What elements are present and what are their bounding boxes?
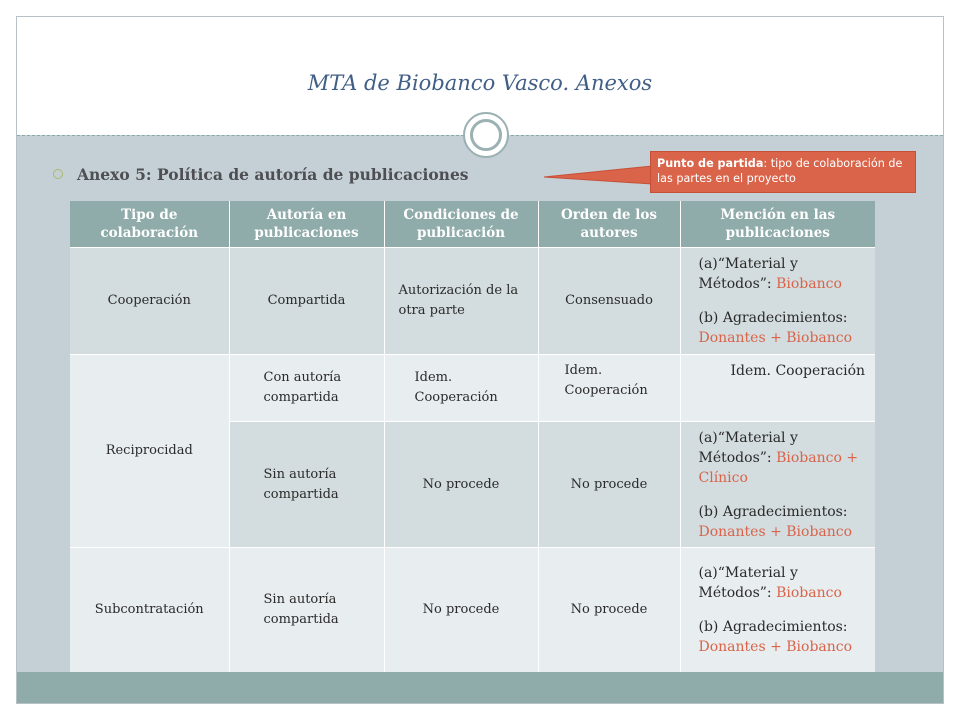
slide-title: MTA de Biobanco Vasco. Anexos <box>307 71 653 95</box>
mencion-spacer <box>699 603 868 617</box>
mencion-b-label: (b) Agradecimientos: <box>698 503 848 520</box>
authorship-table <box>70 201 875 672</box>
cell-condiciones: No procede <box>384 422 538 548</box>
table-row <box>70 248 875 355</box>
header-tipo: Tipo de colaboración <box>70 201 229 248</box>
header-condiciones: Condiciones de publicación <box>384 201 538 248</box>
table-row <box>70 548 875 672</box>
cell-autoria: Sin autoría compartida <box>229 422 384 548</box>
cell-mencion <box>680 422 875 548</box>
header-mencion: Mención en las publicaciones <box>680 201 875 248</box>
cell-mencion: Idem. Cooperación <box>680 355 875 422</box>
mencion-spacer <box>699 488 868 502</box>
cell-mencion <box>680 248 875 355</box>
cell-orden: No procede <box>538 548 680 672</box>
mencion-b <box>699 502 868 542</box>
mencion-a-label: (a)“Material y Métodos”: <box>698 429 798 466</box>
cell-orden: Consensuado <box>538 248 680 355</box>
mencion-b-label: (b) Agradecimientos: <box>698 618 848 635</box>
callout-text: : tipo de colaboración de las partes en el proyecto <box>657 157 903 185</box>
bullet-heading <box>53 165 469 184</box>
mencion-a <box>699 563 868 603</box>
mencion-b <box>699 617 868 657</box>
cell-orden: No procede <box>538 422 680 548</box>
mencion-b-value: Donantes + Biobanco <box>698 523 853 540</box>
mencion-a-value: Biobanco + Clínico <box>698 449 859 486</box>
cell-autoria: Con autoría compartida <box>229 355 384 422</box>
callout-bold: Punto de partida <box>657 157 764 170</box>
cell-orden: Idem. Cooperación <box>538 355 680 422</box>
cell-condiciones: Idem. Cooperación <box>384 355 538 422</box>
mencion-b-label: (b) Agradecimientos: <box>698 310 848 326</box>
bullet-circle-icon <box>53 169 63 179</box>
mencion-a <box>699 254 868 294</box>
footer-band <box>17 672 943 703</box>
mencion-a-label: (a)“Material y Métodos”: <box>698 256 798 292</box>
cell-autoria: Compartida <box>229 248 384 355</box>
circle-ornament-icon <box>463 112 509 158</box>
circle-ornament-inner <box>470 119 502 151</box>
cell-tipo: Cooperación <box>70 248 229 355</box>
cell-condiciones: Autorización de la otra parte <box>384 248 538 355</box>
mencion-a-value: Biobanco <box>776 584 842 601</box>
mencion-spacer <box>699 294 868 308</box>
mencion-a-label: (a)“Material y Métodos”: <box>698 564 798 601</box>
cell-tipo: Subcontratación <box>70 548 229 672</box>
cell-tipo: Reciprocidad <box>70 355 229 548</box>
mencion-a-value: Biobanco <box>776 276 842 292</box>
mencion-b-value: Donantes + Biobanco <box>698 330 853 346</box>
cell-autoria: Sin autoría compartida <box>229 548 384 672</box>
mencion-a <box>699 428 868 488</box>
cell-mencion <box>680 548 875 672</box>
callout-note <box>650 151 916 193</box>
table-header-row <box>70 201 875 248</box>
mencion-b <box>699 308 868 348</box>
cell-condiciones: No procede <box>384 548 538 672</box>
table-row <box>70 355 875 422</box>
mencion-b-value: Donantes + Biobanco <box>698 638 853 655</box>
header-orden: Orden de los autores <box>538 201 680 248</box>
header-autoria: Autoría en publicaciones <box>229 201 384 248</box>
bullet-text: Anexo 5: Política de autoría de publicaciones <box>77 165 469 184</box>
